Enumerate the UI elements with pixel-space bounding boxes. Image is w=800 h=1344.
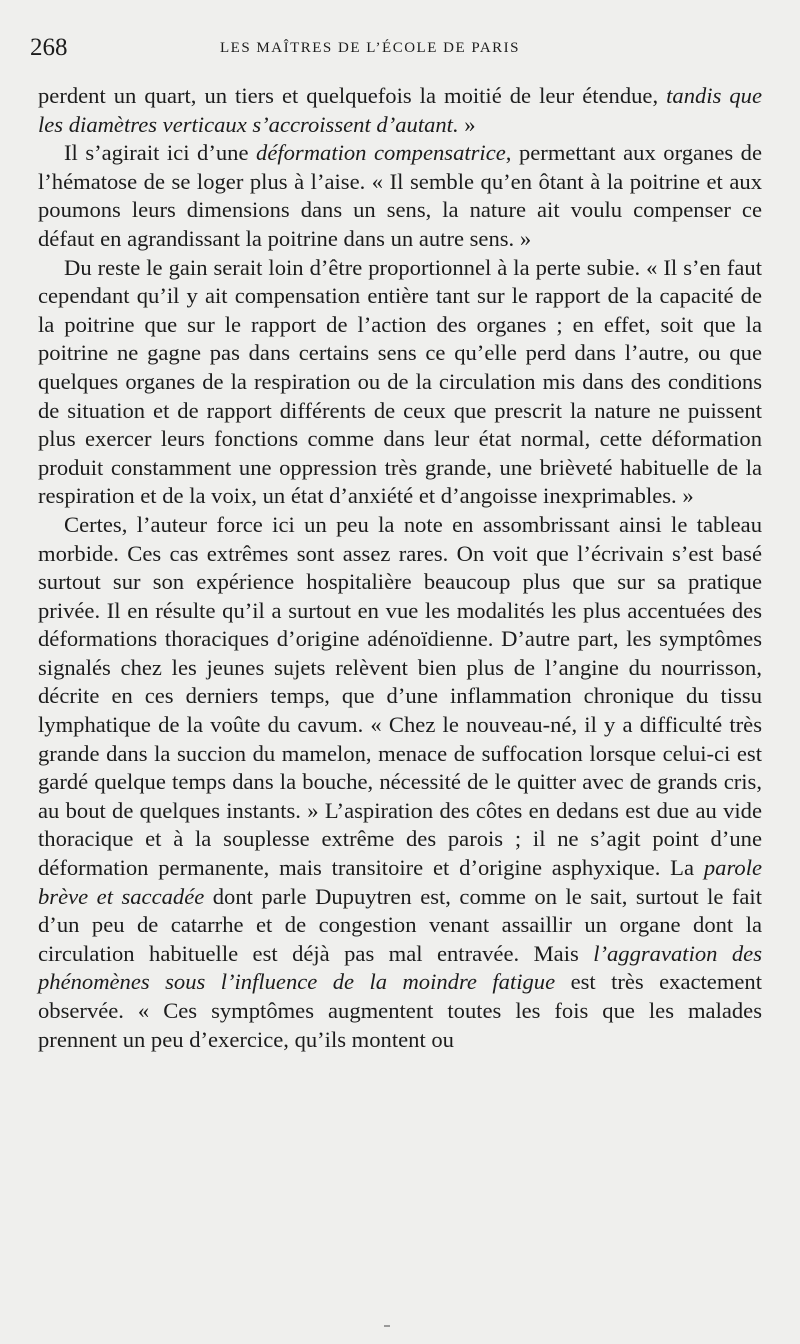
paragraph: perdent un quart, un tiers et quelquefois la moitié de leur étendue, tandis que les diamètres verticaux s’accroissent d’autant. » <box>38 83 762 137</box>
running-head: LES MAÎTRES DE L’ÉCOLE DE PARIS <box>220 40 520 56</box>
page-number: 268 <box>30 34 68 61</box>
italic-phrase: l’aggravation des phénomènes sous l’influence de la moindre fatigue <box>38 940 762 995</box>
page-header <box>30 34 760 64</box>
italic-phrase: parole brève et saccadée <box>38 855 762 909</box>
italic-phrase: tandis que les diamètres verticaux s’accroissent d’autant. <box>38 83 762 137</box>
footer-mark <box>384 1325 390 1327</box>
paragraph: Il s’agirait ici d’une déformation compensatrice, permettant aux organes de l’hématose de se loger plus à l’aise. « Il semble qu’en ôtant à la poitrine et aux poumons leurs dimensions dans un sens, la nature ait voulu compenser ce défaut en agrandissant la poitrine dans un autre sens. » <box>38 140 763 251</box>
paragraph: Certes, l’auteur force ici un peu la note en assombrissant ainsi le tableau morbide. Ces cas extrêmes sont assez rares. On voit que l’écrivain s’est basé surtout sur son expérience hospitalière beaucoup plus que sur sa pratique privée. Il en résulte qu’il a surtout en vue les modalités les plus accentuées des déformations thoraciques d’origine adénoïdienne. D’autre part, les symptômes signalés chez les jeunes sujets relèvent bien plus de l’angine du nourrisson, décrite en ces derniers temps, que d’une inflammation chronique du tissu lymphatique de la voûte du cavum. « Chez le nouveau-né, il y a difficulté très grande dans la succion du mamelon, menace de suffocation lorsque celui-ci est gardé quelque temps dans la bouche, nécessité de le quitter avec de grands cris, au bout de quelques instants. » L’aspiration des côtes en dedans est due au vide thoracique et à la souplesse extrême des parois ; il ne s’agit point d’une déformation permanente, mais transitoire et d’origine asphyxique. La parole brève et saccadée dont parle Dupuytren est, comme on le sait, surtout le fait d’un peu de catarrhe et de congestion venant assaillir un organe dont la circulation habituelle est déjà pas mal entravée. Mais l’aggravation des phénomènes sous l’influence de la moindre fatigue est très exactement observée. « Ces symptômes augmentent toutes les fois que les malades prennent un peu d’exercice, qu’ils montent ou <box>38 511 762 1052</box>
body-text <box>38 82 762 1054</box>
paragraph: Du reste le gain serait loin d’être proportionnel à la perte subie. « Il s’en faut cependant qu’il y ait compensation entière tant sur le rapport de la capacité de la poitrine que sur le rapport de l’action des organes ; en effet, soit que la poitrine ne gagne pas dans certains sens ce qu’elle perd dans l’autre, ou que quelques organes de la respiration ou de la circulation mis dans des conditions de situation et de rapport différents de ceux que prescrit la nature ne puissent plus exercer leurs fonctions comme dans leur état normal, cette déformation produit constamment une oppression très grande, une brièveté habituelle de la respiration et de la voix, un état d’anxiété et d’angoisse inexprimables. » <box>38 254 762 509</box>
italic-phrase: déformation compensatrice <box>256 140 506 166</box>
